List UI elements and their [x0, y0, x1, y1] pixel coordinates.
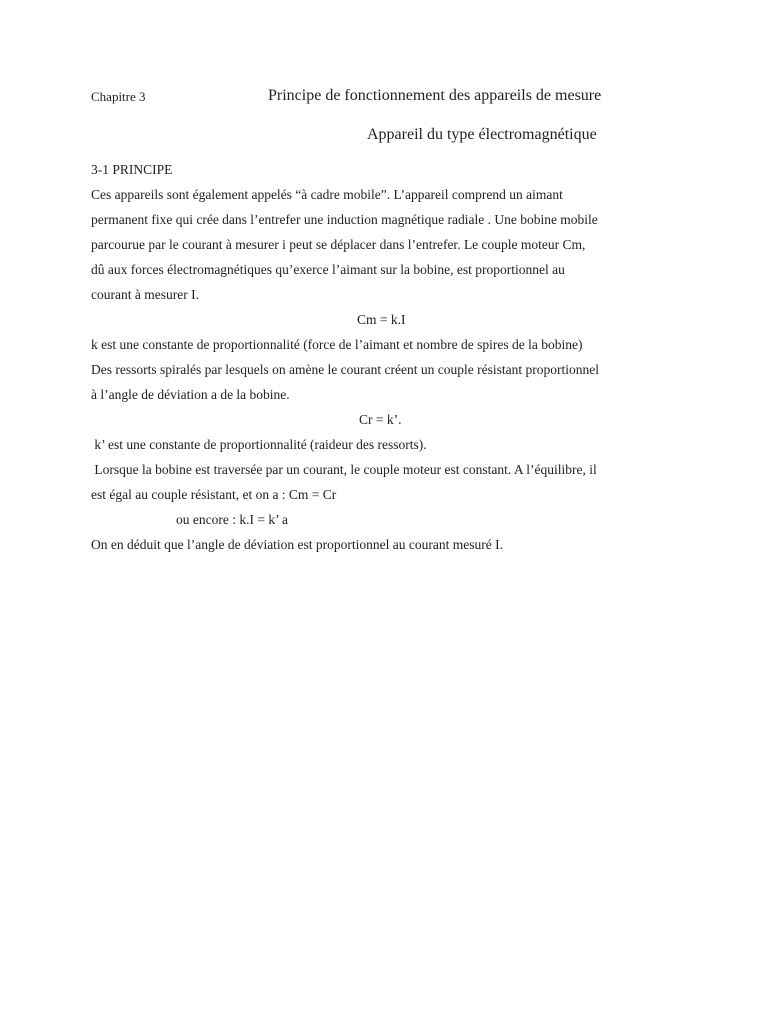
paragraph-line: parcourue par le courant à mesurer i peut se déplacer dans l’entrefer. Le couple moteur Cm, [91, 237, 586, 252]
paragraph-line: k est une constante de proportionnalité (force de l’aimant et nombre de spires de la bobine) [91, 337, 583, 352]
paragraph-4: On en déduit que l’angle de déviation est proportionnel au courant mesuré I. [91, 537, 503, 552]
formula-equilibrium: ou encore : k.I = k’ a [176, 512, 288, 527]
paragraph-2 [91, 332, 691, 407]
paragraph-line: courant à mesurer I. [91, 287, 199, 302]
paragraph-line: Des ressorts spiralés par lesquels on amène le courant créent un couple résistant proportionnel [91, 362, 599, 377]
section-subtitle: Appareil du type électromagnétique [367, 126, 597, 143]
section-heading: 3-1 PRINCIPE [91, 162, 173, 177]
paragraph-line: Ces appareils sont également appelés “à cadre mobile”. L’appareil comprend un aimant [91, 187, 563, 202]
formula-resistant-torque: Cr = k’. [359, 412, 402, 427]
formula-motor-torque: Cm = k.I [357, 312, 406, 327]
paragraph-line: Lorsque la bobine est traversée par un courant, le couple moteur est constant. A l’équilibre, il [91, 462, 597, 477]
paragraph-line: est égal au couple résistant, et on a : Cm = Cr [91, 487, 337, 502]
paragraph-3 [91, 432, 691, 507]
paragraph-line: permanent fixe qui crée dans l’entrefer une induction magnétique radiale . Une bobine mobile [91, 212, 598, 227]
paragraph-line: k’ est une constante de proportionnalité (raideur des ressorts). [91, 437, 427, 452]
chapter-label: Chapitre 3 [91, 89, 146, 104]
paragraph-1 [91, 182, 691, 307]
paragraph-line: à l’angle de déviation a de la bobine. [91, 387, 290, 402]
chapter-title: Principe de fonctionnement des appareils de mesure [268, 87, 602, 104]
paragraph-line: dû aux forces électromagnétiques qu’exerce l’aimant sur la bobine, est proportionnel au [91, 262, 565, 277]
